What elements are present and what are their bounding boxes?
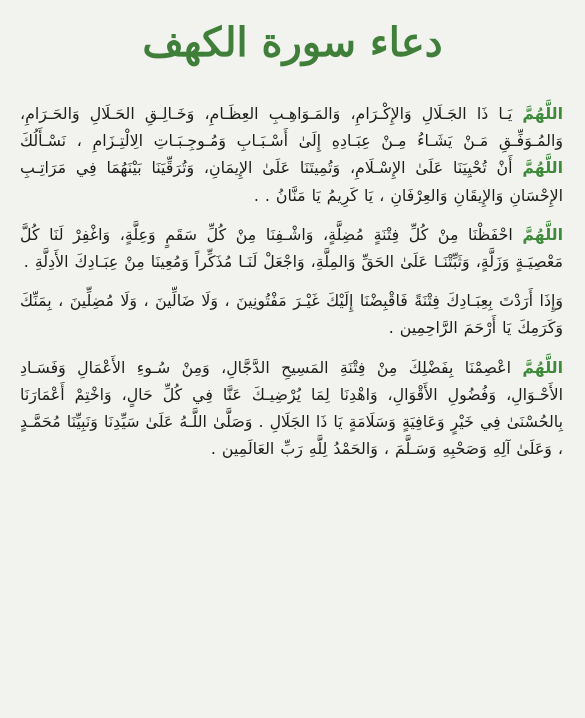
paragraph-text: يَـا ذَا الجَـلَالِ وَالإِكْـرَامِ، وَالمَـوَاهِـبِ العِظَـامِ، وَخَـالِـقِ الحَـلَالِ وَالحَـرَامِ، وَالمُـوَفِّـقِ مَـنْ يَشَـاءُ مِـنْ عِبَـادِهِ إِلَىٰ أَسْـبَـابِ وَمُـوجِـبَـاتِ الِالْتِـزَامِ ، نَسْـأَلُكَ	[20, 104, 563, 151]
paragraph-text: اعْصِمْنَا بِفَضْلِكَ مِنْ فِتْنَةِ المَسِيحِ الدَّجَّالِ، وَمِنْ سُـوءِ الأَعْمَالِ وَفَسَـادِ الأَحْـوَالِ، وَفُضُولِ الأَقْوَالِ، وَاهْدِنَا لِمَا يُرْضِيـكَ عَنَّا فِي كُلِّ حَالٍ، وَاخْتِمْ أَعْمَارَنَا بِالحُسْنَىٰ فِي خَيْرٍ وَعَافِيَةٍ وَسَلَامَةٍ يَا ذَا الجَلَالِ . وَصَلَّىٰ اللَّـهُ عَلَىٰ سَيِّدِنَا وَنَبِيِّنَا مُحَمَّـدٍ ، وَعَلَىٰ آلِهِ وَصَحْبِهِ وَسَـلَّمَ ، وَالحَمْدُ لِلَّهِ رَبِّ العَالَمِين .	[20, 357, 563, 459]
paragraph-text: وَإِذَا أَرَدْتَ بِعِبَـادِكَ فِتْنَةً فَاقْبِضْنَا إِلَيْكَ غَيْـرَ مَفْتُونِينَ ، وَلَا ضَالِّينَ ، وَلَا مُضِلِّينَ ، بِمَنِّكَ وَكَرَمِكَ يَا أَرْحَمَ الرَّاحِمِين .	[20, 291, 563, 338]
page-title: دعاء سورة الكهف	[142, 19, 443, 66]
supplication-paragraph	[20, 354, 563, 463]
highlight-allahumma: اللَّهُمَّ	[522, 224, 563, 244]
supplication-paragraph	[20, 100, 563, 209]
paragraph-text: احْفَظْنَا مِنْ كُلِّ فِتْنَةٍ مُضِلَّةٍ، وَاشْـفِنَا مِنْ كُلِّ سَقَمٍ وَعِلَّةٍ، وَاغْفِرْ لَنَا كُلَّ مَعْصِيَـةٍ وَزَلَّةٍ، وَثَبِّتْنَـا عَلَىٰ الحَقِّ وَالمِلَّةِ، وَاجْعَلْ لَنَـا مُذَكِّراً وَمُعِينَا مِنْ عِبَـادِكَ الأَدِلَّةِ .	[20, 224, 563, 272]
highlight-allahumma: اللَّهُمَّ	[522, 357, 563, 377]
highlight-allahumma: اللَّهُمَّ	[522, 104, 563, 123]
supplication-body	[20, 100, 563, 474]
title-container	[0, 14, 585, 72]
paragraph-text: أَنْ تُحْيِيَنَا عَلَىٰ الإِسْـلَامِ، وَتُمِيتَنَا عَلَىٰ الإِيمَانِ، وَتُرَقِّيَنَا بَيْنَهُمَا فِي مَرَاتِـبِ الإِحْسَانِ وَالإِيقَانِ وَالعِرْفَانِ ، يَا كَرِيمُ يَا مَنَّانُ . .	[20, 158, 563, 205]
highlight-allahumma: اللَّهُمَّ	[522, 158, 563, 178]
supplication-paragraph	[20, 287, 563, 341]
supplication-paragraph	[20, 221, 563, 275]
